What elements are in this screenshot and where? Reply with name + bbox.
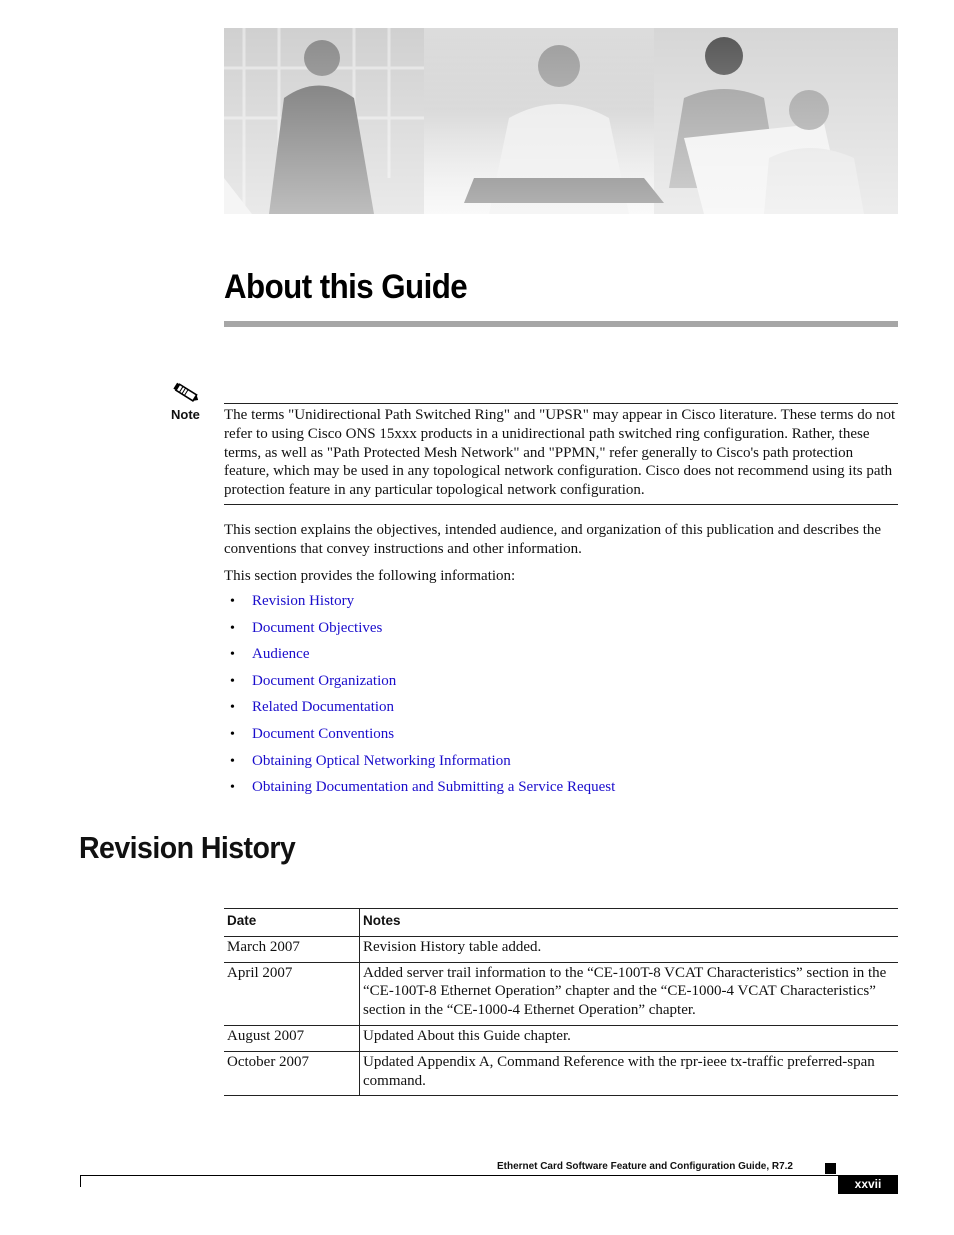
cell-date: April 2007 [224, 962, 360, 1025]
bullet-icon: • [230, 726, 235, 742]
footer-rule [80, 1175, 898, 1176]
bullet-icon: • [230, 620, 235, 636]
note-label: Note [171, 407, 200, 422]
note-bottom-rule [224, 504, 898, 505]
link-document-conventions[interactable]: Document Conventions [252, 725, 395, 742]
bullet-icon: • [230, 753, 235, 769]
link-document-organization[interactable]: Document Organization [252, 672, 397, 689]
chapter-title: About this Guide [224, 268, 468, 306]
cell-notes: Revision History table added. [360, 936, 899, 962]
header-photo-banner [224, 28, 898, 214]
footer-guide-title: Ethernet Card Software Feature and Configuration Guide, R7.2 [497, 1160, 793, 1172]
bullet-icon: • [230, 700, 235, 716]
column-header-date: Date [224, 909, 360, 937]
note-text: The terms "Unidirectional Path Switched Ring" and "UPSR" may appear in Cisco literature. These terms do not refer to using Cisco ONS 15xxx products in a unidirectional path switched ring configuration. Rather, these terms, as well as "Path Protected Mesh Network" and "PPMN," refer generally to Cisco's path protection feature, which may be used in any topological network configuration. Cisco does not recommend using its path protection feature in any particular topological network configuration. [224, 407, 896, 499]
title-rule [224, 321, 898, 327]
link-obtaining-documentation[interactable]: Obtaining Documentation and Submitting a Service Request [252, 779, 616, 796]
cell-date: March 2007 [224, 936, 360, 962]
footer-marker [825, 1163, 836, 1174]
section-heading-revision-history: Revision History [79, 830, 296, 865]
column-header-notes: Notes [360, 909, 899, 937]
bullet-icon: • [230, 594, 235, 609]
bullet-icon: • [230, 647, 235, 663]
intro-list-lead: This section provides the following information: [224, 568, 516, 584]
note-top-rule [224, 403, 898, 404]
bullet-icon: • [230, 673, 235, 689]
footer-tick [80, 1175, 81, 1187]
cell-date: October 2007 [224, 1051, 360, 1096]
page-number: xxvii [838, 1175, 898, 1194]
link-obtaining-optical-networking-information[interactable]: Obtaining Optical Networking Information [252, 752, 511, 769]
pencil-note-icon [172, 380, 200, 406]
bullet-icon: • [230, 780, 235, 796]
table-header-row [224, 909, 898, 937]
cell-notes: Added server trail information to the “CE-100T-8 VCAT Characteristics” section in the “CE-100T-8 Ethernet Operation” chapter and the “CE-1000-4 VCAT Characteristics” section in the “CE-1000-4 Ethernet Operation” chapter. [360, 962, 899, 1025]
link-related-documentation[interactable]: Related Documentation [252, 699, 395, 716]
cell-date: August 2007 [224, 1025, 360, 1051]
revision-history-table [224, 908, 898, 1096]
link-revision-history[interactable]: Revision History [252, 593, 355, 609]
table-row [224, 1025, 898, 1051]
link-document-objectives[interactable]: Document Objectives [252, 619, 383, 636]
header-photo-illustration [224, 28, 898, 214]
cell-notes: Updated Appendix A, Command Reference with the rpr-ieee tx-traffic preferred-span command. [360, 1051, 899, 1096]
cell-notes: Updated About this Guide chapter. [360, 1025, 899, 1051]
table-row [224, 1051, 898, 1096]
table-row [224, 936, 898, 962]
intro-paragraph: This section explains the objectives, intended audience, and organization of this publication and describes the conventions that convey instructions and other information. [224, 522, 882, 557]
link-audience[interactable]: Audience [252, 646, 310, 663]
table-row [224, 962, 898, 1025]
